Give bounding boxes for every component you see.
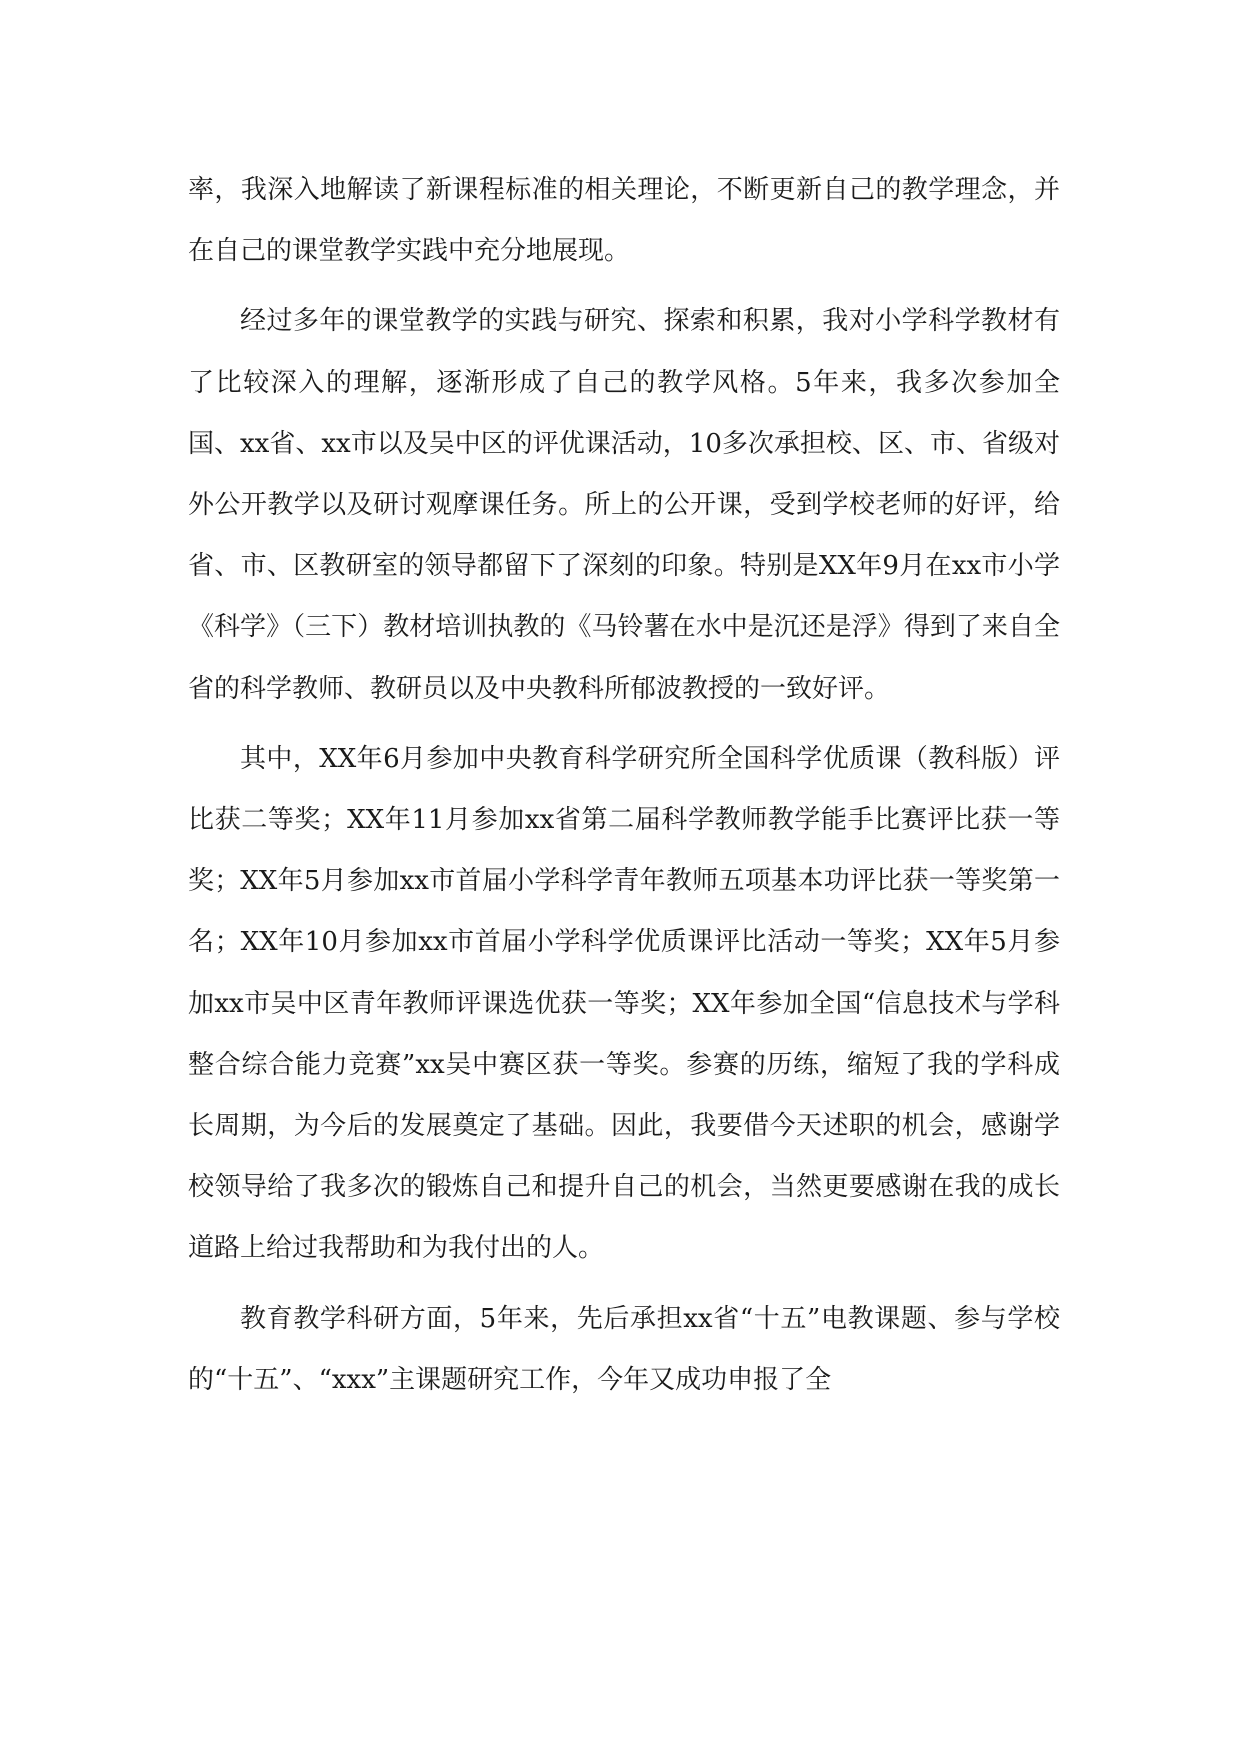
paragraph-3: 其中，XX年6月参加中央教育科学研究所全国科学优质课（教科版）评比获二等奖；XX年11月参加xx省第二届科学教师教学能手比赛评比获一等奖；XX年5月参加xx市首届小学科学青年教师五项基本功评比获一等奖第一名；XX年10月参加xx市首届小学科学优质课评比活动一等奖；XX年5月参加xx市吴中区青年教师评课选优获一等奖；XX年参加全国“信息技术与学科整合综合能力竞赛”xx吴中赛区获一等奖。参赛的历练，缩短了我的学科成长周期，为今后的发展奠定了基础。因此，我要借今天述职的机会，感谢学校领导给了我多次的锻炼自己和提升自己的机会，当然更要感谢在我的成长道路上给过我帮助和为我付出的人。 xyxy=(188,743,1060,1264)
paragraph-4: 教育教学科研方面，5年来，先后承担xx省“十五”电教课题、参与学校的“十五”、“xxx”主课题研究工作，今年又成功申报了全 xyxy=(188,1303,1060,1395)
paragraph-2: 经过多年的课堂教学的实践与研究、探索和积累，我对小学科学教材有了比较深入的理解，逐渐形成了自己的教学风格。5年来，我多次参加全国、xx省、xx市以及吴中区的评优课活动，10多次承担校、区、市、省级对外公开教学以及研讨观摩课任务。所上的公开课，受到学校老师的好评，给省、市、区教研室的领导都留下了深刻的印象。特别是XX年9月在xx市小学《科学》（三下）教材培训执教的《马铃薯在水中是沉还是浮》得到了来自全省的科学教师、教研员以及中央教科所郁波教授的一致好评。 xyxy=(188,306,1060,704)
paragraph-1: 率，我深入地解读了新课程标准的相关理论，不断更新自己的教学理念，并在自己的课堂教学实践中充分地展现。 xyxy=(188,175,1060,267)
document-body xyxy=(188,160,1060,1411)
